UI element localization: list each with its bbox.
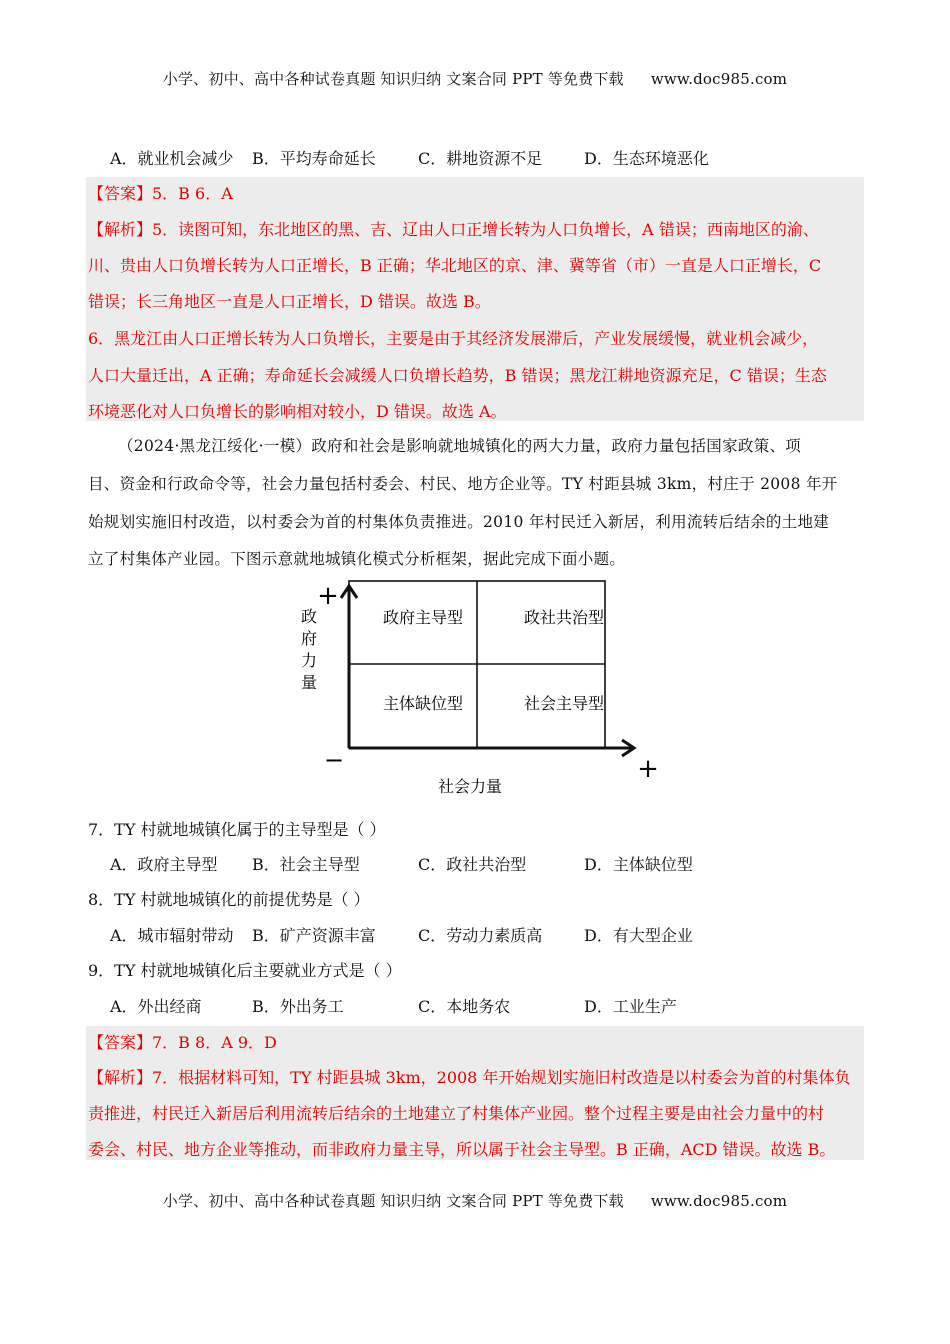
y-axis-label-char: 力	[300, 651, 318, 670]
q8-option-b: B．矿产资源丰富	[252, 926, 376, 945]
y-axis-label-char: 量	[300, 673, 318, 692]
q6-option-b: B．平均寿命延长	[252, 149, 376, 168]
quadrant-bottom-right: 社会主导型	[523, 694, 605, 713]
quadrant-bottom-left: 主体缺位型	[382, 694, 464, 713]
quadrant-top-left: 政府主导型	[382, 608, 464, 627]
q7-option-b: B．社会主导型	[252, 855, 360, 874]
answer-box-7-9	[86, 1026, 864, 1160]
q8-option-d: D．有大型企业	[584, 926, 693, 945]
passage-line: （2024·黑龙江绥化·一模）政府和社会是影响就地城镇化的两大力量，政府力量包括国家政策、项	[118, 437, 802, 455]
q8-option-a: A．城市辐射带动	[110, 926, 234, 945]
urbanization-framework-diagram	[290, 578, 670, 803]
analysis-line: 责推进，村民迁入新居后利用流转后结余的土地建立了村集体产业园。整个过程主要是由社会力量中的村	[88, 1104, 825, 1123]
q9-option-d: D．工业生产	[584, 997, 677, 1016]
analysis-line: 委会、村民、地方企业等推动，而非政府力量主导，所以属于社会主导型。B 正确，ACD 错误。故选 B。	[88, 1140, 836, 1159]
analysis-line: 人口大量迁出，A 正确；寿命延长会减缓人口负增长趋势，B 错误；黑龙江耕地资源充足，C 错误；生态	[88, 366, 827, 385]
passage-line: 立了村集体产业园。下图示意就地城镇化模式分析框架，据此完成下面小题。	[88, 550, 626, 568]
y-axis-label-char: 府	[300, 629, 318, 648]
answer-line: 【答案】5．B 6．A	[88, 184, 233, 203]
y-plus-sign: +	[317, 581, 339, 611]
question-9-stem: 9．TY 村就地城镇化后主要就业方式是（ ）	[88, 961, 402, 980]
q6-option-d: D．生态环境恶化	[584, 149, 709, 168]
analysis-line: 错误；长三角地区一直是人口正增长，D 错误。故选 B。	[88, 292, 491, 311]
q9-option-c: C．本地务农	[418, 997, 511, 1016]
passage-line: 始规划实施旧村改造，以村委会为首的村集体负责推进。2010 年村民迁入新居，利用流转后结余的土地建	[88, 513, 830, 531]
q9-option-b: B．外出务工	[252, 997, 344, 1016]
q7-option-a: A．政府主导型	[110, 855, 218, 874]
footer-site: www.doc985.com	[650, 1192, 788, 1210]
analysis-line: 环境恶化对人口负增长的影响相对较小，D 错误。故选 A。	[88, 402, 507, 421]
q6-option-c: C．耕地资源不足	[418, 149, 543, 168]
question-8-stem: 8．TY 村就地城镇化的前提优势是（ ）	[88, 890, 370, 909]
q9-option-a: A．外出经商	[110, 997, 202, 1016]
answer-line: 【答案】7．B 8．A 9．D	[88, 1033, 277, 1052]
q8-option-c: C．劳动力素质高	[418, 926, 543, 945]
analysis-line: 川、贵由人口负增长转为人口正增长，B 正确；华北地区的京、津、冀等省（市）一直是人口正增长，C	[88, 256, 822, 275]
analysis-line: 【解析】7．根据材料可知，TY 村距县城 3km，2008 年开始规划实施旧村改造是以村委会为首的村集体负	[88, 1068, 851, 1087]
y-axis-label-char: 政	[300, 607, 318, 626]
answer-box-5-6	[86, 177, 864, 421]
quadrant-top-right: 政社共治型	[523, 608, 605, 627]
page-header	[0, 68, 950, 89]
origin-minus-sign: −	[323, 746, 345, 774]
page-footer	[0, 1190, 950, 1211]
x-plus-sign: +	[637, 754, 659, 784]
analysis-line: 【解析】5．读图可知，东北地区的黑、吉、辽由人口正增长转为人口负增长，A 错误；西南地区的渝、	[88, 220, 819, 239]
footer-text: 小学、初中、高中各种试卷真题 知识归纳 文案合同 PPT 等免费下载	[162, 1192, 624, 1210]
passage-line: 目、资金和行政命令等，社会力量包括村委会、村民、地方企业等。TY 村距县城 3km，村庄于 2008 年开	[88, 475, 838, 493]
x-axis-label: 社会力量	[437, 777, 503, 796]
analysis-line: 6．黑龙江由人口正增长转为人口负增长，主要是由于其经济发展滞后，产业发展缓慢，就业机会减少，	[88, 329, 819, 348]
q7-option-c: C．政社共治型	[418, 855, 527, 874]
header-site: www.doc985.com	[650, 70, 788, 88]
question-7-stem: 7．TY 村就地城镇化属于的主导型是（ ）	[88, 820, 386, 839]
q6-option-a: A．就业机会减少	[110, 149, 234, 168]
q7-option-d: D．主体缺位型	[584, 855, 693, 874]
header-text: 小学、初中、高中各种试卷真题 知识归纳 文案合同 PPT 等免费下载	[162, 70, 624, 88]
